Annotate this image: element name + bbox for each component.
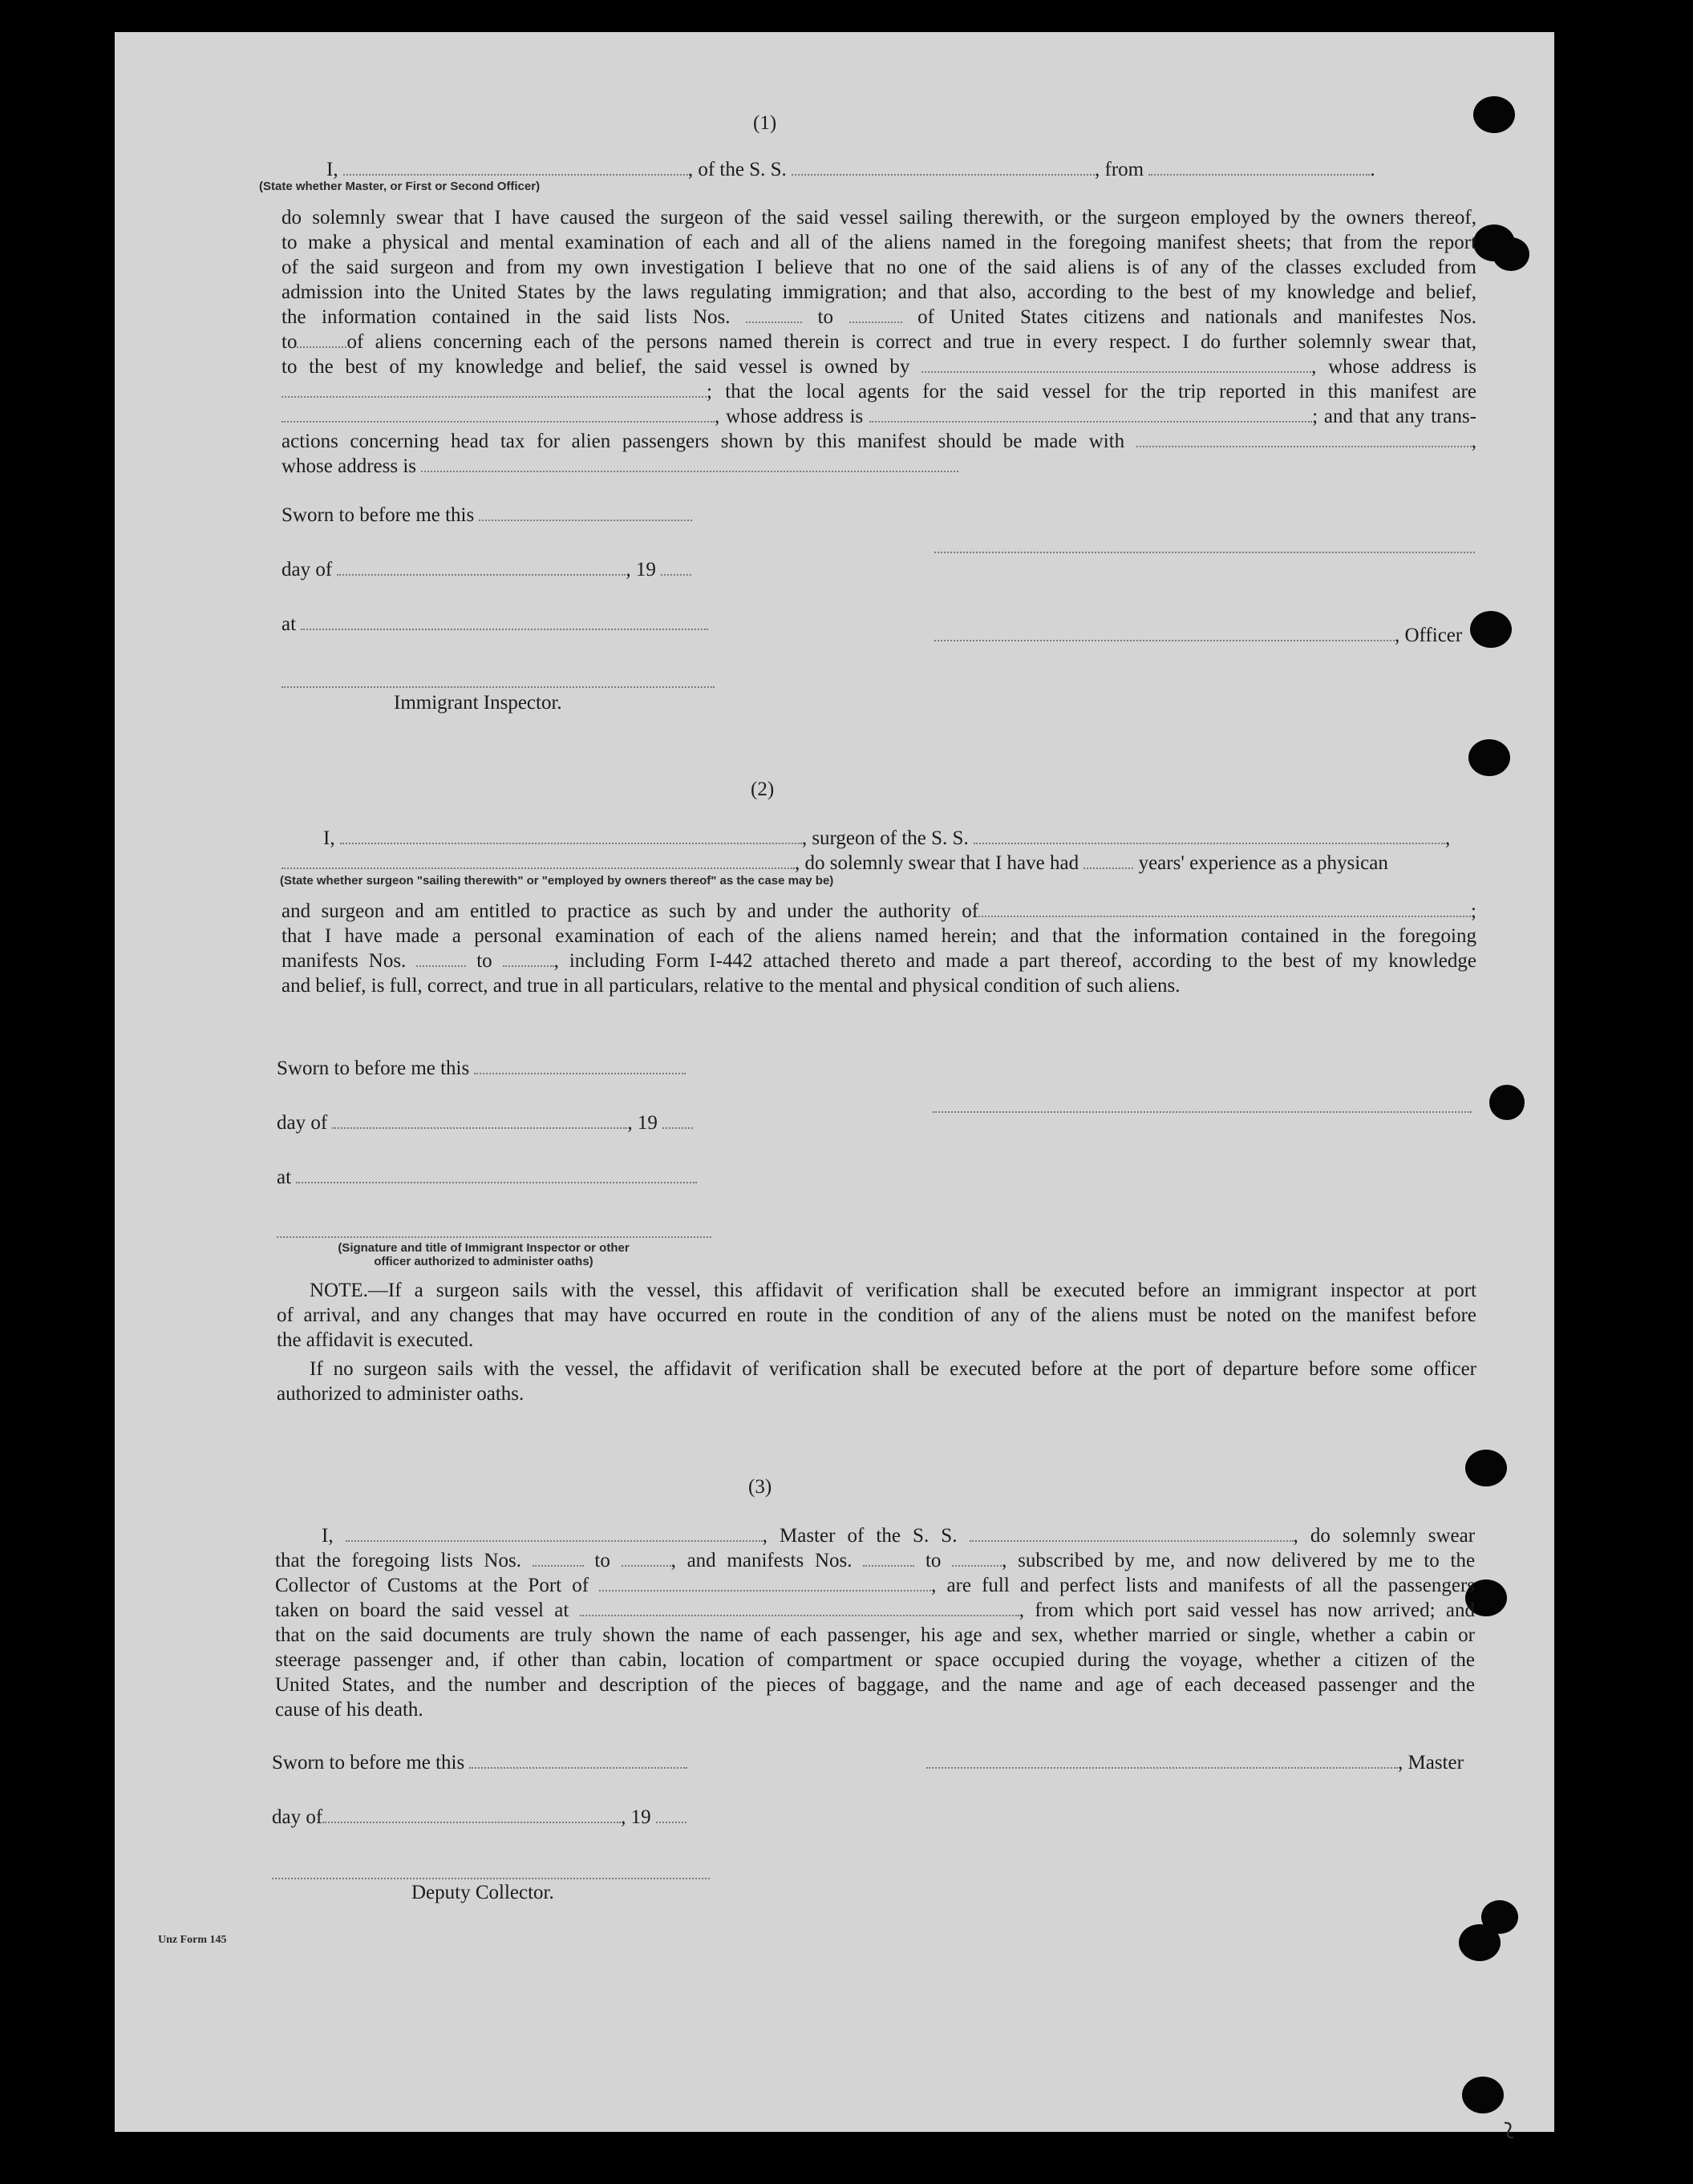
sworn-label: Sworn to before me this	[277, 1058, 470, 1079]
s2-form-text: , including Form I-442 attached thereto and made a part thereof, according to the best of my knowledge	[553, 950, 1477, 972]
s2-comma: ,	[1444, 827, 1451, 849]
s3-text-line: steerage passenger and, if other than cabin, location of compartment or space occupied during the voyage, whether a citizen of the	[275, 1649, 1475, 1671]
s1-text-line	[281, 305, 1476, 330]
s1-text-line	[281, 379, 1476, 404]
s2-vessel-field[interactable]	[974, 828, 1445, 844]
s2-manifests-label: manifests Nos.	[281, 950, 407, 972]
note-line: authorized to administer oaths.	[277, 1383, 525, 1405]
s2-manifests-from-field[interactable]	[416, 951, 466, 967]
s2-authority-text: and surgeon and am entitled to practice as such by and under the authority of	[281, 900, 979, 922]
s3-swear-text: , do solemnly swear	[1293, 1525, 1476, 1547]
s3-sworn-date-field[interactable]	[469, 1753, 687, 1769]
s3-year-field[interactable]	[656, 1807, 687, 1823]
s3-dayof-line	[272, 1806, 687, 1830]
s2-at-line	[277, 1166, 697, 1190]
years-experience-field[interactable]	[1083, 853, 1133, 869]
owner-address-field[interactable]	[281, 382, 707, 398]
s2-sworn-line	[277, 1057, 686, 1081]
s3-port-label: Collector of Customs at the Port of	[275, 1575, 589, 1596]
agent-address-field[interactable]	[869, 406, 1312, 423]
s1-officer-line	[934, 624, 1462, 648]
port-field[interactable]	[599, 1575, 931, 1591]
caption-line: (Signature and title of Immigrant Inspector or other	[338, 1241, 630, 1255]
s3-manifests-to-field[interactable]	[952, 1551, 1002, 1567]
s1-agents-text: ; that the local agents for the said vessel for the trip reported in this manifest are	[707, 381, 1476, 402]
s1-from-label: , from	[1095, 159, 1144, 180]
at-label: at	[281, 613, 297, 635]
note-line: NOTE.—If a surgeon sails with the vessel, this affidavit of verification shall be executed before an immigrant inspector at port	[310, 1280, 1476, 1301]
punch-hole	[1459, 1924, 1501, 1961]
sworn-date-field[interactable]	[479, 505, 692, 521]
year-prefix: , 19	[627, 1112, 658, 1134]
s1-text-line	[281, 330, 1476, 354]
section-2-number: (2)	[751, 779, 775, 800]
section-1-number: (1)	[753, 112, 777, 134]
s2-surgeon-label: , surgeon of the S. S.	[801, 827, 969, 849]
owner-name-field[interactable]	[921, 357, 1311, 373]
s2-text-line	[281, 948, 1476, 973]
s1-i-label: I,	[326, 159, 338, 180]
s3-text-line	[208, 1523, 1475, 1548]
s1-text-line: to make a physical and mental examination of each and all of the aliens named in the foregoing manifest sheets; that from the report	[281, 232, 1476, 253]
s1-address-label: , whose address is	[1311, 356, 1477, 378]
s3-lists-from-field[interactable]	[533, 1551, 584, 1567]
s2-manifests-to-field[interactable]	[503, 951, 554, 967]
punch-hole	[1489, 1085, 1525, 1120]
year-field[interactable]	[661, 560, 691, 576]
s1-dayof-line	[281, 558, 691, 582]
s2-text-line: that I have made a personal examination of each of the aliens named herein; and that the information contained in the foregoing	[281, 925, 1476, 947]
punch-hole	[1493, 237, 1529, 271]
agent-name-field[interactable]	[281, 406, 715, 423]
vessel-name-field[interactable]	[792, 160, 1095, 176]
s1-trans-text: ; and that any trans-	[1312, 406, 1477, 427]
s3-board-label: taken on board the said vessel at	[275, 1600, 569, 1621]
at-place-field[interactable]	[301, 614, 708, 630]
year-prefix: , 19	[626, 559, 656, 580]
s1-text-line: do solemnly swear that I have caused the surgeon of the said vessel sailing therewith, or the surgeon employed by the owners thereof,	[281, 207, 1476, 229]
surgeon-status-field[interactable]	[281, 853, 795, 869]
handwritten-mark: ~	[1487, 2117, 1532, 2144]
officer-label: , Officer	[1395, 625, 1463, 646]
s3-arrived-text: , from which port said vessel has now arrived; and	[1019, 1600, 1476, 1621]
s1-lists-label: the information contained in the said lists Nos.	[281, 306, 731, 328]
at-label: at	[277, 1167, 292, 1188]
s1-at-line	[281, 613, 708, 637]
s1-sworn-line	[281, 504, 692, 528]
master-label: , Master	[1398, 1752, 1464, 1773]
s1-text-line	[281, 404, 1476, 429]
s1-text-line: admission into the United States by the laws regulating immigration; and that also, according to the best of my knowledge and belief,	[281, 281, 1476, 303]
immigrant-inspector-label: Immigrant Inspector.	[394, 692, 562, 714]
day-of-field[interactable]	[337, 560, 626, 576]
s2-swear-text: , do solemnly swear that I have had	[795, 852, 1079, 874]
s1-address-label: whose address is	[281, 455, 417, 477]
s3-to-label: to	[594, 1550, 610, 1571]
sworn-label: Sworn to before me this	[272, 1752, 465, 1773]
master-name-field[interactable]	[346, 1526, 763, 1542]
s1-manifests-to-field[interactable]	[297, 332, 346, 348]
s2-year-field[interactable]	[662, 1113, 693, 1129]
s3-i-label: I,	[322, 1525, 334, 1547]
master-signature-field[interactable]	[926, 1753, 1398, 1769]
s1-lists-to-field[interactable]	[849, 307, 902, 323]
note-line: If no surgeon sails with the vessel, the affidavit of verification shall be executed before at the port of departure before some officer	[310, 1358, 1476, 1380]
s1-address-label: , whose address is	[715, 406, 864, 427]
s1-text-line: of the said surgeon and from my own investigation I believe that no one of the said aliens is of any of the classes excluded from	[281, 257, 1476, 278]
s2-line-surgeon	[209, 827, 1450, 851]
punch-hole	[1465, 1450, 1507, 1486]
punch-hole	[1473, 96, 1515, 133]
s3-text-line: that on the said documents are truly shown the name of each passenger, his age and sex, whether married or single, whether a cabin or	[275, 1624, 1475, 1646]
note-line: of arrival, and any changes that may have occurred en route in the condition of any of the aliens must be noted on the manifest before	[277, 1304, 1476, 1326]
officer-title-field[interactable]	[934, 625, 1395, 641]
s3-text-line	[275, 1548, 1475, 1573]
s3-subscribed-text: , subscribed by me, and now delivered by me to the	[1002, 1550, 1476, 1571]
s3-vessel-field[interactable]	[970, 1526, 1294, 1542]
s1-comma: ,	[1471, 431, 1476, 452]
s1-text-line	[281, 429, 1476, 454]
section-3-number: (3)	[748, 1476, 772, 1498]
s1-officer-caption: (State whether Master, or First or Second Officer)	[259, 180, 541, 193]
surgeon-name-field[interactable]	[340, 828, 802, 844]
surgeon-signature-line[interactable]	[933, 1110, 1472, 1113]
s3-master-label: , Master of the S. S.	[762, 1525, 958, 1547]
s2-sworn-date-field[interactable]	[474, 1058, 686, 1074]
officer-signature-line[interactable]	[934, 550, 1475, 553]
dayof-label: day of	[277, 1112, 328, 1134]
s3-text-line: United States, and the number and description of the pieces of baggage, and the name and age of each deceased passenger and the	[275, 1674, 1475, 1696]
s1-ofss-label: , of the S. S.	[687, 159, 787, 180]
s3-to-label: to	[925, 1550, 942, 1571]
s2-signature-caption	[291, 1241, 676, 1268]
s3-lists-text: , are full and perfect lists and manifests of all the passengers	[931, 1575, 1476, 1596]
s1-to-label: to	[281, 331, 298, 353]
headtax-party-field[interactable]	[1136, 431, 1472, 447]
s1-headtax-text: actions concerning head tax for alien passengers shown by this manifest should be made with	[281, 431, 1125, 452]
s1-to-label: to	[817, 306, 833, 328]
deputy-collector-label: Deputy Collector.	[411, 1882, 554, 1903]
from-port-field[interactable]	[1148, 160, 1370, 176]
s3-master-sign-line	[926, 1751, 1464, 1775]
form-number: Unz Form 145	[158, 1934, 227, 1946]
s1-lists-from-field[interactable]	[746, 307, 802, 323]
s1-manifests-label: of United States citizens and nationals and manifestes Nos.	[917, 306, 1477, 328]
s3-manifests-label: , and manifests Nos.	[670, 1550, 853, 1571]
s2-semicolon: ;	[1471, 900, 1476, 922]
authority-field[interactable]	[978, 901, 1471, 917]
dayof-label: day of	[281, 559, 333, 580]
form-sheet	[115, 32, 1554, 2144]
s2-years-text: years' experience as a physican	[1138, 852, 1388, 874]
s2-inspector-signature-line[interactable]	[277, 1235, 711, 1238]
s2-at-place-field[interactable]	[296, 1167, 697, 1183]
s1-aliens-text: of aliens concerning each of the persons named therein is correct and true in every respect. I do further solemnly swear that,	[346, 331, 1476, 353]
s1-line-officer	[213, 158, 1375, 182]
s2-text-line: and belief, is full, correct, and true in all particulars, relative to the mental and physical condition of such aliens.	[281, 975, 1181, 997]
sworn-label: Sworn to before me this	[281, 504, 475, 526]
s2-i-label: I,	[323, 827, 335, 849]
note-line: the affidavit is executed.	[277, 1329, 474, 1351]
punch-hole	[1470, 611, 1512, 648]
deputy-signature-line[interactable]	[272, 1876, 710, 1879]
s3-manifests-from-field[interactable]	[863, 1551, 914, 1567]
s2-to-label: to	[476, 950, 492, 972]
dayof-label: day of	[272, 1806, 323, 1828]
s3-day-of-field[interactable]	[322, 1807, 621, 1823]
s3-text-line: cause of his death.	[275, 1699, 423, 1721]
s2-text-line	[281, 899, 1476, 924]
s3-text-line	[275, 1573, 1475, 1598]
headtax-address-field[interactable]	[421, 456, 958, 472]
caption-line: officer authorized to administer oaths)	[374, 1255, 593, 1268]
s2-day-of-field[interactable]	[332, 1113, 627, 1129]
punch-hole	[1462, 2077, 1504, 2113]
s3-text-line	[275, 1598, 1475, 1623]
boarding-port-field[interactable]	[580, 1600, 1019, 1616]
s1-text-line	[281, 354, 1476, 379]
s2-surgeon-caption: (State whether surgeon "sailing therewith" or "employed by owners thereof" as the case may be)	[280, 874, 834, 888]
year-prefix: , 19	[621, 1806, 651, 1828]
s1-text-line	[281, 454, 1476, 479]
officer-name-field[interactable]	[343, 160, 688, 176]
s3-lists-to-field[interactable]	[622, 1551, 671, 1567]
inspector-signature-line[interactable]	[281, 685, 715, 688]
punch-hole	[1468, 739, 1510, 776]
s2-line-years	[281, 851, 1388, 876]
s2-dayof-line	[277, 1111, 693, 1135]
s3-sworn-line	[272, 1751, 687, 1775]
s1-end-punct: .	[1370, 159, 1375, 180]
s3-lists-label: that the foregoing lists Nos.	[275, 1550, 521, 1571]
s1-owned-label: to the best of my knowledge and belief, the said vessel is owned by	[281, 356, 910, 378]
